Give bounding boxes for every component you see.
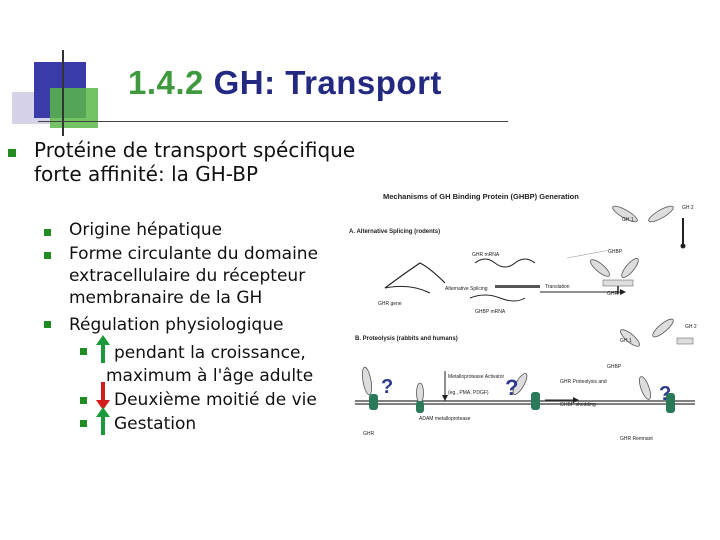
- sub-bullet-origin: Origine hépatique: [69, 220, 223, 240]
- ghr-label: GHR: [363, 431, 375, 437]
- arrow-up-icon: [95, 334, 111, 364]
- ghbp-label: GHBP: [608, 249, 623, 255]
- sub-sub-bullet-second-half: Deuxième moitié de vie: [114, 390, 317, 410]
- bullet-marker: [80, 348, 87, 355]
- question-mark: ?: [381, 376, 394, 398]
- title-number: 1.4.2: [128, 64, 204, 101]
- section-a-label: A. Alternative Splicing (rodents): [349, 229, 441, 235]
- sub-sub-bullet-growth-line2: maximum à l'âge adulte: [106, 366, 314, 386]
- sub-sub-bullet-growth-cont: [106, 365, 386, 387]
- section-b-label: B. Proteolysis (rabbits and humans): [355, 336, 458, 342]
- arrow-up-icon: [95, 406, 111, 436]
- translation-label: Translation: [545, 284, 570, 290]
- mrna-diagram-icon: [385, 250, 641, 301]
- question-mark: ?: [505, 375, 519, 400]
- ghbp-mechanism-figure: [345, 188, 700, 448]
- ghr-label: GHR: [607, 291, 619, 297]
- sub-sub-bullet-gestation: Gestation: [114, 414, 197, 434]
- ghr-mrna-label: GHR mRNA: [472, 252, 500, 258]
- adam-label: ADAM metalloprotease: [419, 416, 471, 422]
- gh-label: GH 1: [620, 338, 632, 344]
- ghr-proteolysis-label: GHR Proteolysis and: [560, 379, 607, 385]
- bullet-marker: [44, 252, 51, 259]
- question-mark: ?: [659, 383, 672, 405]
- title-text: GH: Transport: [213, 64, 442, 101]
- ghr-remnant-label: GHR Remnant: [620, 436, 653, 442]
- receptor-ghr-icon: [611, 204, 686, 249]
- gh-label: GH 2: [682, 205, 694, 211]
- sub-bullet-circulating: Forme circulante du domaine extracellulaire du récepteur membranaire de la GH: [69, 244, 319, 308]
- ghbp-shedding-label: GHBP shedding: [560, 402, 596, 408]
- bullet-marker: [44, 321, 51, 328]
- sub-sub-bullet-growth-line1: pendant la croissance,: [114, 343, 306, 363]
- metallo-examples-label: (eg., PMA, PDGF): [448, 390, 489, 396]
- metallo-activator-label: Metalloprotease Activator: [448, 374, 505, 380]
- figure-title: Mechanisms of GH Binding Protein (GHBP) Generation: [383, 192, 579, 201]
- gh-label: GH 2: [685, 324, 697, 330]
- bullet-marker: [80, 420, 87, 427]
- bullet-marker: [8, 149, 16, 157]
- ghbp-label: GHBP: [607, 364, 622, 370]
- alt-splicing-label: Alternative Splicing: [445, 286, 488, 292]
- adam-metalloprotease-icon: [416, 371, 448, 413]
- ghbp-mrna-label: GHBP mRNA: [475, 309, 506, 315]
- main-bullet: Protéine de transport spécifique forte affinité: la GH-BP: [34, 138, 356, 186]
- gh-label: GH 1: [622, 217, 634, 223]
- bullet-marker: [80, 397, 87, 404]
- sub-bullet-regulation: Régulation physiologique: [69, 315, 284, 335]
- bullet-marker: [44, 229, 51, 236]
- ghr-gene-label: GHR gene: [378, 301, 402, 307]
